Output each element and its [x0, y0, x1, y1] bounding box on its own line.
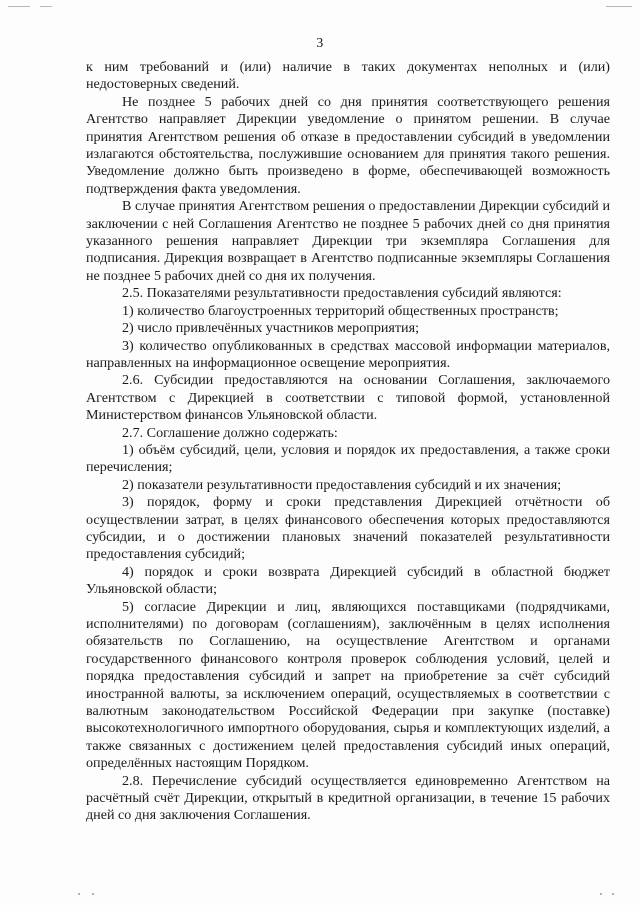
document-body: [86, 59, 610, 825]
clause-2-8: 2.8. Перечисление субсидий осуществляется единовременно Агентством на расчётный счёт Дирекции, открытый в кредитной организации, в течение 15 рабочих дней со дня заключения Соглашения.: [86, 772, 610, 824]
clause-2-6: 2.6. Субсидии предоставляются на основании Соглашения, заключаемого Агентством с Дирекцией в соответствии с типовой формой, установленной Министерством финансов Ульяновской области.: [86, 372, 610, 424]
scan-artifact-top-left: [8, 6, 30, 7]
clause-2-7-heading: 2.7. Соглашение должно содержать:: [122, 424, 338, 441]
scan-artifact-bottom-right: [600, 893, 602, 895]
clause-2-7-item-5: 5) согласие Дирекции и лиц, являющихся поставщиками (подрядчиками, исполнителями) по договорам (соглашениям), заключённым в целях исполнения обязательств по Соглашению, на осуществление Агентством и органами государственного финансового контроля проверок соблюдения условий, целей и порядка предоставления субсидий и запрет на приобретение за счёт субсидий иностранной валюты, за исключением операций, осуществляемых в соответствии с валютным законодательством Российской Федерации при закупке (поставке) высокотехнологичного импортного оборудования, сырья и комплектующих изделий, а также связанных с достижением целей предоставления субсидий иных операций, определённых настоящим Порядком.: [86, 598, 610, 772]
clause-2-7-item-4: 4) порядок и сроки возврата Дирекцией субсидий в областной бюджет Ульяновской области;: [86, 563, 610, 598]
scan-artifact-bottom-left-2: [92, 893, 94, 895]
clause-2-5-heading: 2.5. Показателями результативности предоставления субсидий являются:: [122, 285, 562, 302]
scan-artifact-top-left-2: [40, 6, 52, 7]
scan-artifact-bottom-right-2: [612, 893, 614, 895]
paragraph-continuation: к ним требований и (или) наличие в таких документах неполных и (или) недостоверных сведений.: [86, 59, 610, 93]
scan-artifact-bottom-left: [78, 893, 80, 895]
clause-2-5-item-2: 2) число привлечённых участников мероприятия;: [122, 320, 419, 337]
scan-artifact-top-right: [606, 6, 632, 7]
clause-2-7-item-1: 1) объём субсидий, цели, условия и порядок их предоставления, а также сроки перечисления;: [86, 441, 610, 476]
clause-2-5-item-3: 3) количество опубликованных в средствах массовой информации материалов, направленных на информационное освещение мероприятия.: [86, 337, 610, 371]
clause-2-7-item-3: 3) порядок, форму и сроки представления Дирекцией отчётности об осуществлении затрат, в целях финансового обеспечения которых предоставляются субсидии, и о достижении плановых значений показателей результативности предоставления субсидий;: [86, 494, 610, 563]
paragraph-notification: Не позднее 5 рабочих дней со дня принятия соответствующего решения Агентство направляет Дирекции уведомление о принятом решении. В случае принятия Агентством решения об отказе в предоставлении субсидий в уведомлении излагаются обстоятельства, послужившие основанием для принятия такого решения. Уведомление должно быть произведено в форме, обеспечивающей возможность подтверждения факта уведомления.: [86, 93, 610, 197]
page-number: 3: [316, 36, 324, 51]
clause-2-5-item-1: 1) количество благоустроенных территорий общественных пространств;: [122, 302, 559, 319]
paragraph-agreement-signing: В случае принятия Агентством решения о предоставлении Дирекции субсидий и заключении с ней Соглашения Агентство не позднее 5 рабочих дней со дня принятия указанного решения направляет Дирекции три экземпляра Соглашения для подписания. Дирекция возвращает в Агентство подписанные экземпляры Соглашения не позднее 5 рабочих дней со дня их получения.: [86, 198, 610, 284]
clause-2-7-item-2: 2) показатели результативности предоставления субсидий и их значения;: [122, 476, 562, 493]
